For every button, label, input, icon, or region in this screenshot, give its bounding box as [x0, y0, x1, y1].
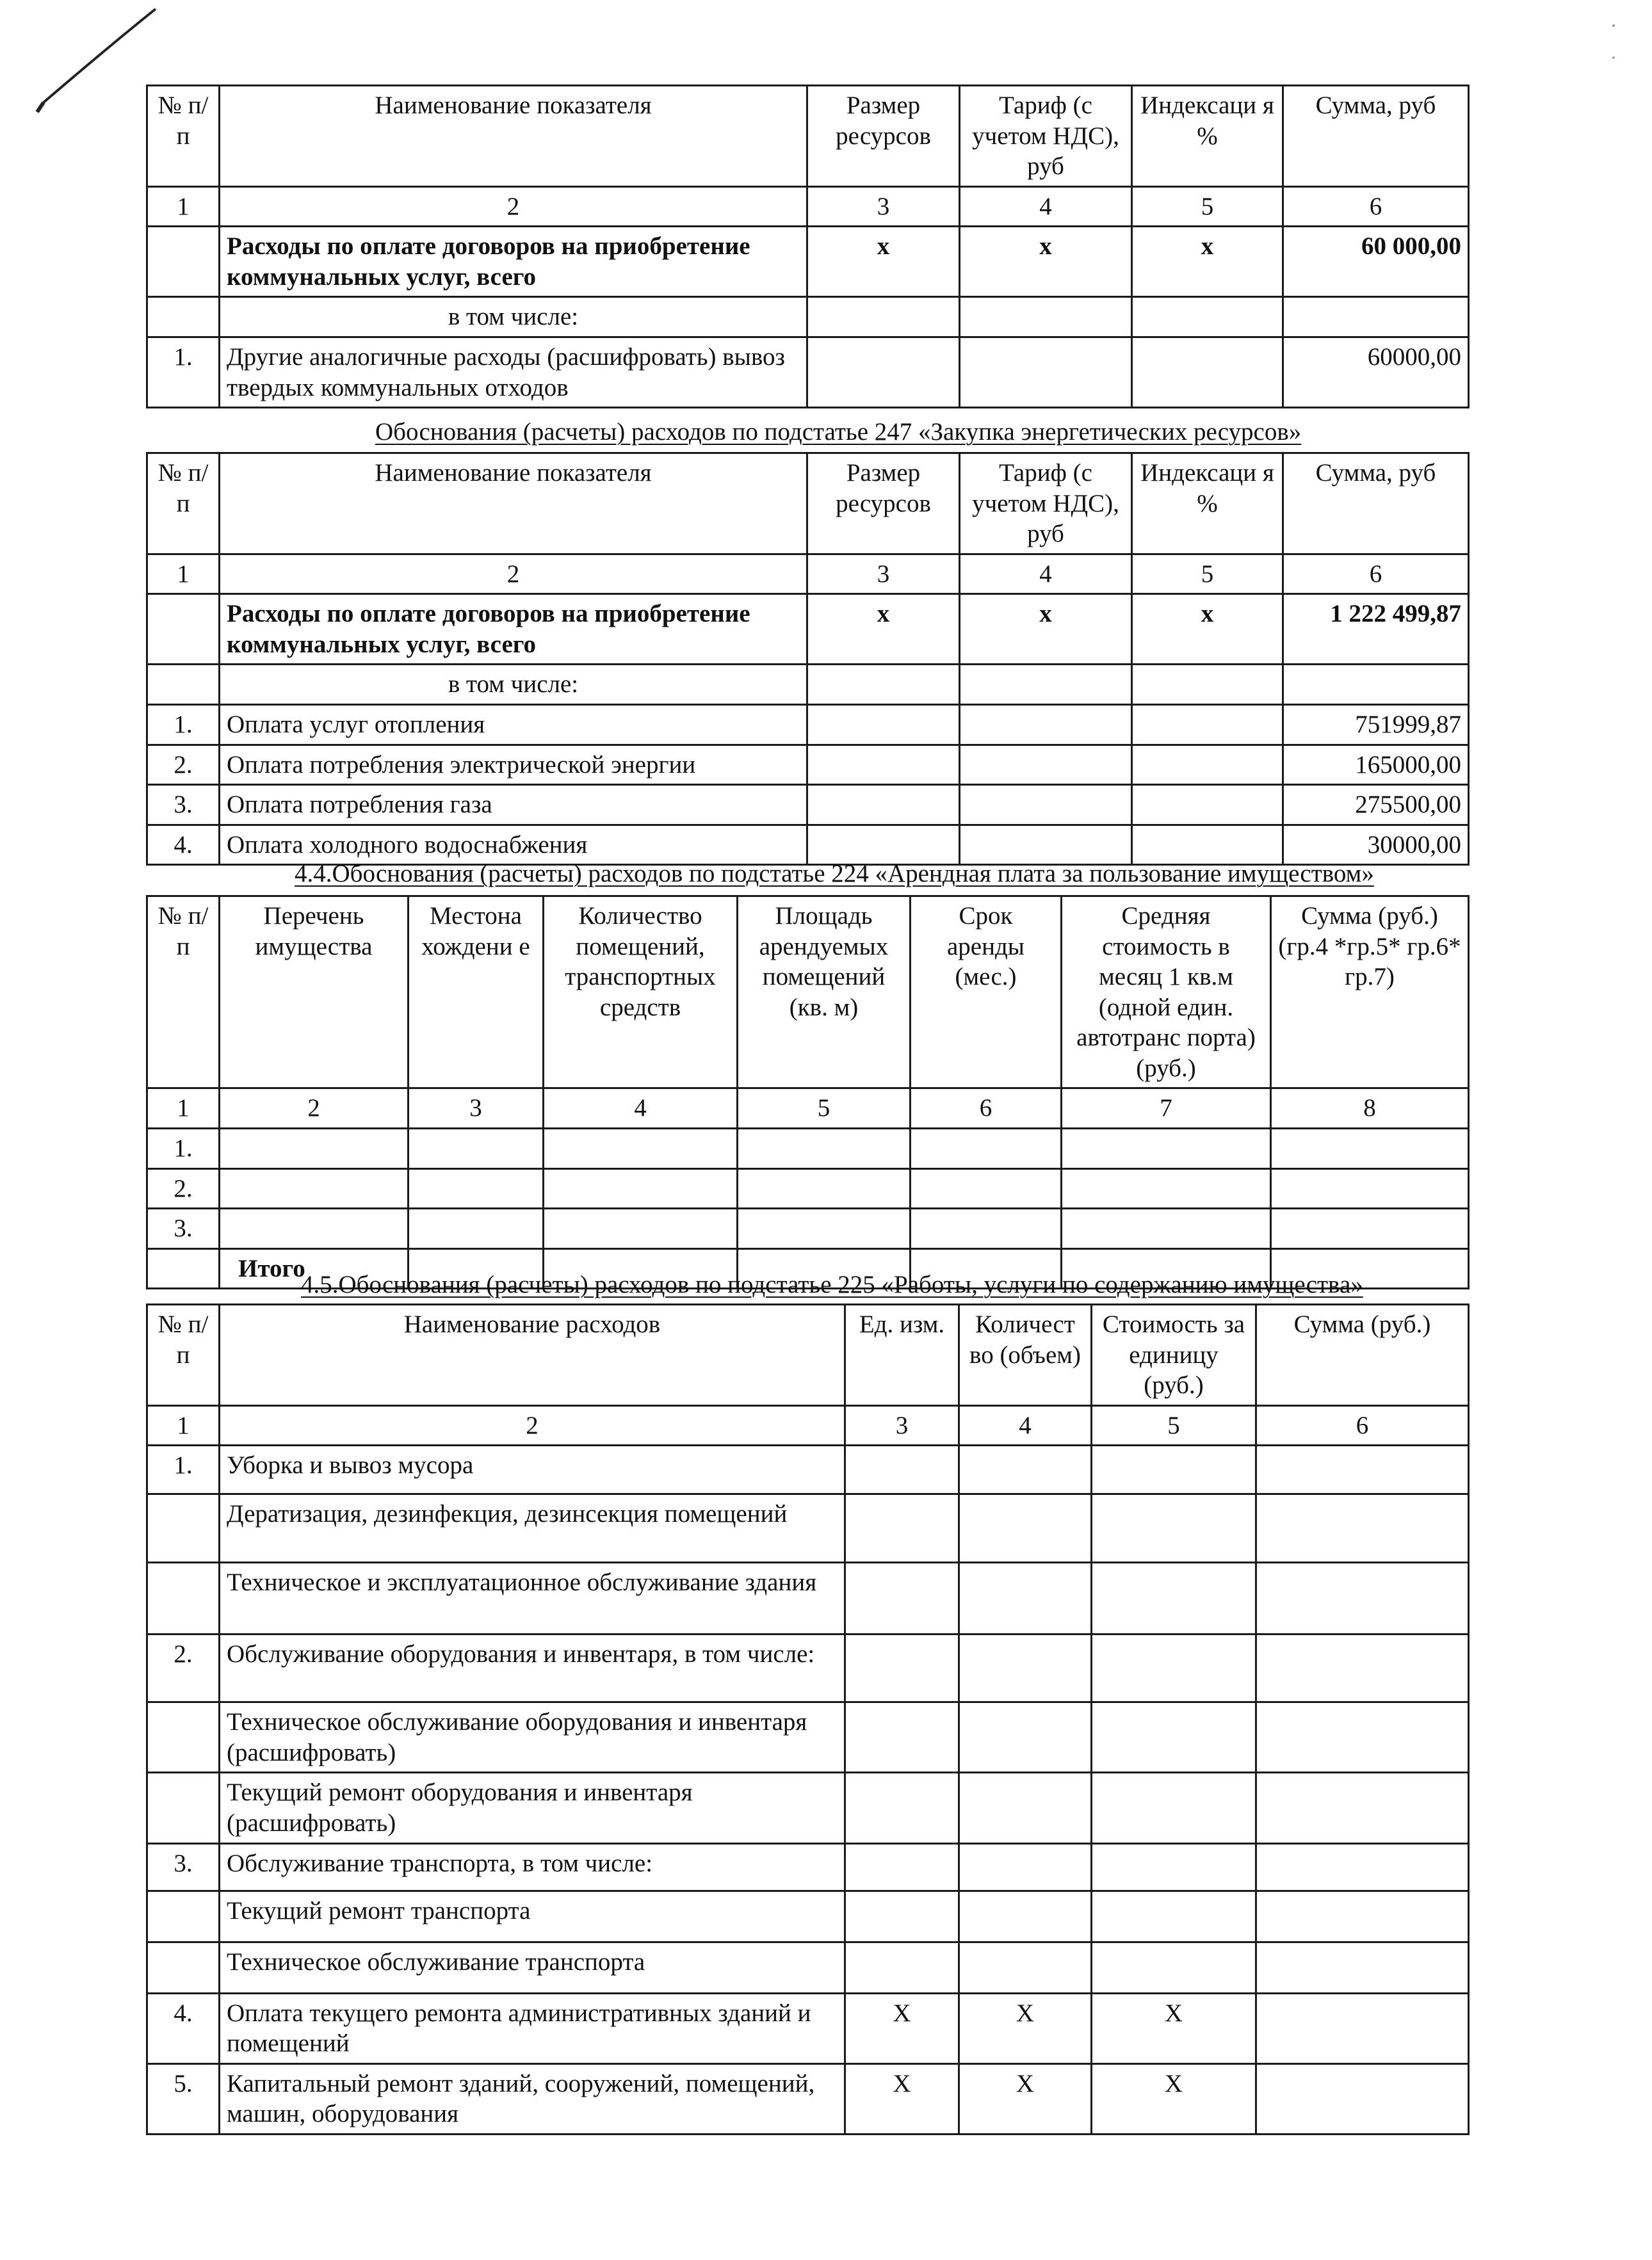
row-name: Капитальный ремонт зданий, сооружений, помещений, машин, оборудования — [220, 2063, 845, 2134]
column-number: 2 — [220, 1088, 409, 1129]
table-row — [147, 1129, 1469, 1169]
column-number: 1 — [147, 1405, 220, 1446]
column-number-row — [147, 554, 1469, 594]
row-sum: 30000,00 — [1283, 825, 1469, 865]
row-number — [147, 1891, 220, 1942]
header-cell: Сумма (руб.) (гр.4 *гр.5* гр.6* гр.7) — [1271, 896, 1469, 1088]
row-number: 1. — [147, 705, 220, 745]
row-number: 1. — [147, 337, 220, 408]
total-cell: х — [960, 227, 1132, 297]
column-number: 6 — [1283, 186, 1469, 227]
column-number-row — [147, 186, 1469, 227]
table-row — [147, 337, 1469, 408]
section-caption-247: Обоснования (расчеты) расходов по подстатье 247 «Закупка энергетических ресурсов» — [375, 418, 1302, 446]
column-number: 3 — [845, 1405, 959, 1446]
row-number: 2. — [147, 745, 220, 785]
table-header-row — [147, 86, 1469, 187]
header-cell: Индексаци я % — [1132, 86, 1283, 187]
column-number: 3 — [807, 554, 960, 594]
column-number: 6 — [1283, 554, 1469, 594]
row-name: Обслуживание транспорта, в том числе: — [220, 1843, 845, 1891]
table-row — [147, 1209, 1469, 1249]
table-header-row — [147, 896, 1469, 1088]
including-row — [147, 665, 1469, 705]
column-number: 2 — [220, 554, 807, 594]
column-number: 2 — [220, 186, 807, 227]
including-label: в том числе: — [220, 297, 807, 337]
row-name: Оплата текущего ремонта административных зданий и помещений — [220, 1993, 845, 2063]
row-number — [147, 1702, 220, 1773]
total-cell: х — [960, 594, 1132, 665]
header-cell: Местона хождени е — [409, 896, 544, 1088]
row-number: 3. — [147, 785, 220, 825]
row-number — [147, 1942, 220, 1993]
row-sum: 751999,87 — [1283, 705, 1469, 745]
header-cell: Средняя стоимость в месяц 1 кв.м (одной един. автотранс порта) (руб.) — [1062, 896, 1271, 1088]
table-header-row — [147, 1305, 1469, 1406]
total-cell: х — [807, 227, 960, 297]
rent-table — [146, 895, 1470, 1289]
row-sum: 275500,00 — [1283, 785, 1469, 825]
x-mark: Х — [1092, 2063, 1256, 2134]
x-mark: Х — [845, 1993, 959, 2063]
row-name: Текущий ремонт оборудования и инвентаря (расшифровать) — [220, 1773, 845, 1843]
column-number: 4 — [960, 554, 1132, 594]
row-number: 2. — [147, 1168, 220, 1209]
section-caption-224: 4.4.Обоснования (расчеты) расходов по подстатье 224 «Арендная плата за пользование имуществом» — [295, 860, 1374, 887]
row-name: Другие аналогичные расходы (расшифровать) вывоз твердых коммунальных отходов — [220, 337, 807, 408]
row-number: 4. — [147, 1993, 220, 2063]
table-row — [147, 1446, 1469, 1494]
energy-table — [146, 452, 1470, 866]
x-mark: Х — [1092, 1993, 1256, 2063]
row-number: 5. — [147, 2063, 220, 2134]
row-number — [147, 1563, 220, 1634]
header-cell: Наименование показателя — [220, 453, 807, 554]
header-cell: № п/п — [147, 453, 220, 554]
total-cell: х — [1132, 594, 1283, 665]
header-cell: Количество помещений, транспортных средств — [544, 896, 738, 1088]
maintenance-table — [146, 1304, 1470, 2135]
row-name: Техническое обслуживание транспорта — [220, 1942, 845, 1993]
column-number: 3 — [409, 1088, 544, 1129]
including-label: в том числе: — [220, 665, 807, 705]
total-label: Итого — [220, 1248, 409, 1289]
table-row — [147, 1702, 1469, 1773]
row-name: Текущий ремонт транспорта — [220, 1891, 845, 1942]
header-cell: Наименование показателя — [220, 86, 807, 187]
column-number: 4 — [959, 1405, 1092, 1446]
column-number: 4 — [960, 186, 1132, 227]
total-label: Расходы по оплате договоров на приобретение коммунальных услуг, всего — [220, 594, 807, 665]
column-number: 4 — [544, 1088, 738, 1129]
column-number: 8 — [1271, 1088, 1469, 1129]
table-row — [147, 1634, 1469, 1702]
table-row — [147, 705, 1469, 745]
row-number: 3. — [147, 1209, 220, 1249]
x-mark: Х — [845, 2063, 959, 2134]
column-number: 5 — [1132, 186, 1283, 227]
row-number: 3. — [147, 1843, 220, 1891]
table-row — [147, 1891, 1469, 1942]
column-number: 6 — [1256, 1405, 1469, 1446]
total-row — [147, 594, 1469, 665]
row-number — [147, 1773, 220, 1843]
header-cell: Сумма, руб — [1283, 86, 1469, 187]
row-number: 2. — [147, 1634, 220, 1702]
including-row — [147, 297, 1469, 337]
row-sum: 165000,00 — [1283, 745, 1469, 785]
header-cell: Перечень имущества — [220, 896, 409, 1088]
section-caption-225: 4.5.Обоснования (расчеты) расходов по подстатье 225 «Работы, услуги по содержанию имущества» — [301, 1271, 1363, 1298]
table-row — [147, 1563, 1469, 1634]
row-name: Оплата услуг отопления — [220, 705, 807, 745]
total-sum: 1 222 499,87 — [1283, 594, 1469, 665]
column-number: 6 — [911, 1088, 1062, 1129]
row-sum: 60000,00 — [1283, 337, 1469, 408]
table-row — [147, 2063, 1469, 2134]
row-name: Техническое обслуживание оборудования и инвентаря (расшифровать) — [220, 1702, 845, 1773]
row-name: Оплата холодного водоснабжения — [220, 825, 807, 865]
row-name: Оплата потребления электрической энергии — [220, 745, 807, 785]
header-cell: № п/п — [147, 1305, 220, 1406]
scan-edge-dots — [1610, 13, 1617, 90]
x-mark: Х — [959, 1993, 1092, 2063]
column-number: 5 — [738, 1088, 911, 1129]
row-name: Оплата потребления газа — [220, 785, 807, 825]
header-cell: Наименование расходов — [220, 1305, 845, 1406]
utilities-table — [146, 85, 1470, 408]
header-cell: Сумма, руб — [1283, 453, 1469, 554]
table-row — [147, 1773, 1469, 1843]
header-cell: № п/п — [147, 896, 220, 1088]
column-number: 7 — [1062, 1088, 1271, 1129]
header-cell: Срок аренды (мес.) — [911, 896, 1062, 1088]
row-name: Уборка и вывоз мусора — [220, 1446, 845, 1494]
table-row — [147, 1494, 1469, 1563]
header-cell: Размер ресурсов — [807, 86, 960, 187]
column-number: 1 — [147, 1088, 220, 1129]
total-cell: х — [1132, 227, 1283, 297]
table-row — [147, 1993, 1469, 2063]
row-name: Дератизация, дезинфекция, дезинсекция помещений — [220, 1494, 845, 1563]
table-row — [147, 745, 1469, 785]
header-cell: Стоимость за единицу (руб.) — [1092, 1305, 1256, 1406]
column-number: 3 — [807, 186, 960, 227]
row-number: 1. — [147, 1129, 220, 1169]
header-cell: Сумма (руб.) — [1256, 1305, 1469, 1406]
x-mark: Х — [959, 2063, 1092, 2134]
scan-pen-mark — [31, 6, 159, 115]
total-cell: х — [807, 594, 960, 665]
table-row — [147, 785, 1469, 825]
column-number: 1 — [147, 186, 220, 227]
row-number: 1. — [147, 1446, 220, 1494]
column-number: 5 — [1092, 1405, 1256, 1446]
header-cell: № п/п — [147, 86, 220, 187]
header-cell: Тариф (с учетом НДС), руб — [960, 86, 1132, 187]
column-number-row — [147, 1088, 1469, 1129]
table-row — [147, 1843, 1469, 1891]
header-cell: Площадь арендуемых помещений (кв. м) — [738, 896, 911, 1088]
header-cell: Тариф (с учетом НДС), руб — [960, 453, 1132, 554]
total-label: Расходы по оплате договоров на приобретение коммунальных услуг, всего — [220, 227, 807, 297]
row-name: Техническое и эксплуатационное обслуживание здания — [220, 1563, 845, 1634]
header-cell: Размер ресурсов — [807, 453, 960, 554]
header-cell: Индексаци я % — [1132, 453, 1283, 554]
row-name: Обслуживание оборудования и инвентаря, в том числе: — [220, 1634, 845, 1702]
row-number: 4. — [147, 825, 220, 865]
header-cell: Ед. изм. — [845, 1305, 959, 1406]
column-number-row — [147, 1405, 1469, 1446]
table-header-row — [147, 453, 1469, 554]
column-number: 1 — [147, 554, 220, 594]
total-row — [147, 227, 1469, 297]
total-sum: 60 000,00 — [1283, 227, 1469, 297]
column-number: 2 — [220, 1405, 845, 1446]
row-number — [147, 1494, 220, 1563]
table-row — [147, 1942, 1469, 1993]
header-cell: Количест во (объем) — [959, 1305, 1092, 1406]
column-number: 5 — [1132, 554, 1283, 594]
table-row — [147, 1168, 1469, 1209]
